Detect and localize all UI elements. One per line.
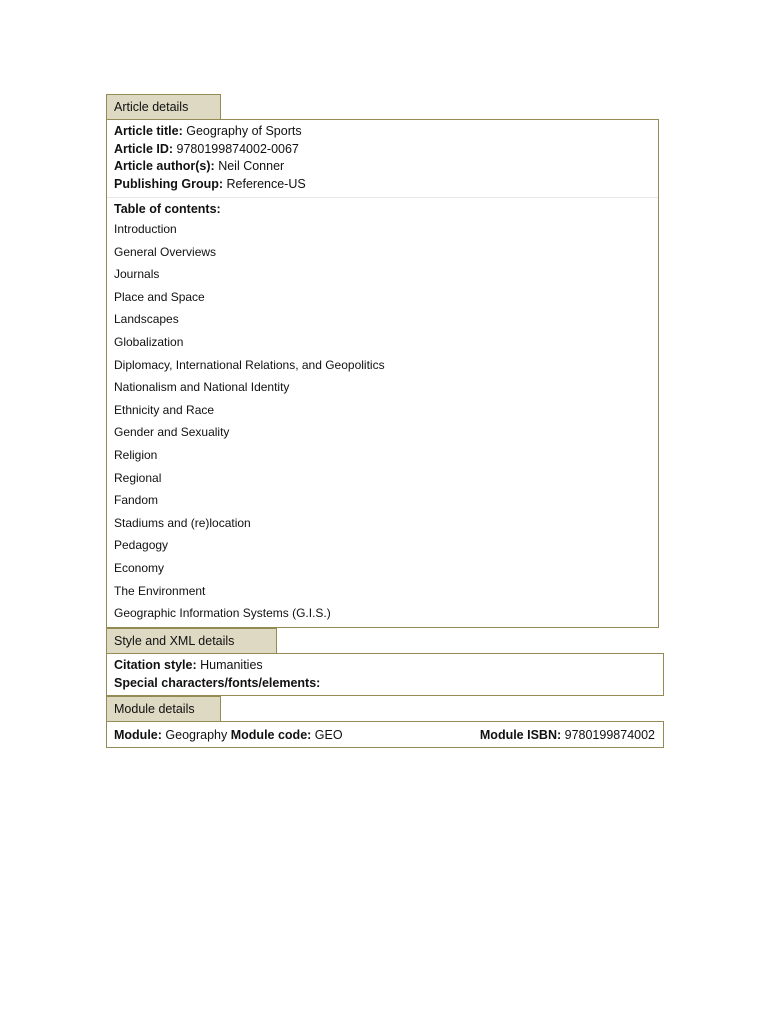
toc-item: Diplomacy, International Relations, and Geopolitics bbox=[114, 357, 385, 372]
toc-item: Geographic Information Systems (G.I.S.) bbox=[114, 606, 331, 621]
module-details-tab bbox=[106, 696, 221, 722]
toc-item: The Environment bbox=[114, 583, 206, 598]
article-authors-label: Article author(s): bbox=[114, 159, 215, 173]
article-details-tab bbox=[106, 94, 221, 120]
article-id-value: 9780199874002-0067 bbox=[176, 141, 299, 156]
article-id-label: Article ID: bbox=[114, 141, 174, 156]
module-isbn-label: Module ISBN: bbox=[479, 728, 562, 742]
toc-item: Globalization bbox=[114, 334, 184, 349]
style-details-box bbox=[106, 653, 664, 696]
toc-item: Religion bbox=[114, 447, 158, 462]
toc-item: Regional bbox=[114, 470, 162, 485]
article-authors-value: Neil Conner bbox=[218, 159, 285, 173]
style-details-tab bbox=[106, 628, 277, 654]
article-title-line bbox=[114, 123, 306, 141]
toc-item: Introduction bbox=[114, 222, 177, 236]
article-details-tab-label: Article details bbox=[114, 100, 189, 114]
table-of-contents bbox=[114, 201, 385, 625]
citation-style-line bbox=[114, 657, 320, 675]
style-meta bbox=[114, 657, 320, 692]
meta-divider bbox=[107, 197, 658, 198]
module-code-value: GEO bbox=[314, 728, 343, 742]
module-isbn-value: 9780199874002 bbox=[564, 728, 655, 742]
toc-heading: Table of contents: bbox=[114, 202, 221, 216]
toc-item: Fandom bbox=[114, 493, 159, 508]
module-isbn bbox=[480, 726, 655, 744]
article-id-line bbox=[114, 141, 306, 159]
special-characters-label: Special characters/fonts/elements: bbox=[114, 675, 321, 690]
toc-item: Pedagogy bbox=[114, 538, 169, 553]
module-details-tab-label: Module details bbox=[114, 702, 195, 716]
citation-style-value: Humanities bbox=[200, 658, 263, 672]
toc-item: Economy bbox=[114, 560, 165, 575]
module-value: Geography bbox=[165, 728, 228, 742]
publishing-group-line bbox=[114, 176, 306, 194]
article-details-box bbox=[106, 119, 659, 628]
article-meta bbox=[114, 123, 306, 193]
toc-item: Stadiums and (re)location bbox=[114, 515, 251, 530]
toc-item: Journals bbox=[114, 267, 160, 282]
special-characters-line bbox=[114, 675, 320, 693]
article-title-label: Article title: bbox=[114, 124, 183, 138]
publishing-group-label: Publishing Group: bbox=[114, 176, 224, 191]
toc-list bbox=[114, 218, 385, 625]
module-details-box bbox=[106, 721, 664, 748]
toc-item: Gender and Sexuality bbox=[114, 425, 230, 440]
publishing-group-value: Reference-US bbox=[226, 176, 306, 191]
article-authors-line bbox=[114, 158, 306, 176]
module-code-label: Module code: bbox=[230, 728, 312, 742]
toc-item: Place and Space bbox=[114, 289, 205, 304]
module-row bbox=[114, 726, 655, 744]
toc-item: Ethnicity and Race bbox=[114, 402, 215, 417]
article-title-value: Geography of Sports bbox=[186, 124, 302, 138]
citation-style-label: Citation style: bbox=[114, 658, 197, 672]
toc-item: Landscapes bbox=[114, 312, 179, 327]
toc-item: Nationalism and National Identity bbox=[114, 380, 290, 395]
style-details-tab-label: Style and XML details bbox=[114, 634, 235, 648]
toc-item: General Overviews bbox=[114, 244, 217, 259]
module-label: Module: bbox=[114, 728, 162, 742]
